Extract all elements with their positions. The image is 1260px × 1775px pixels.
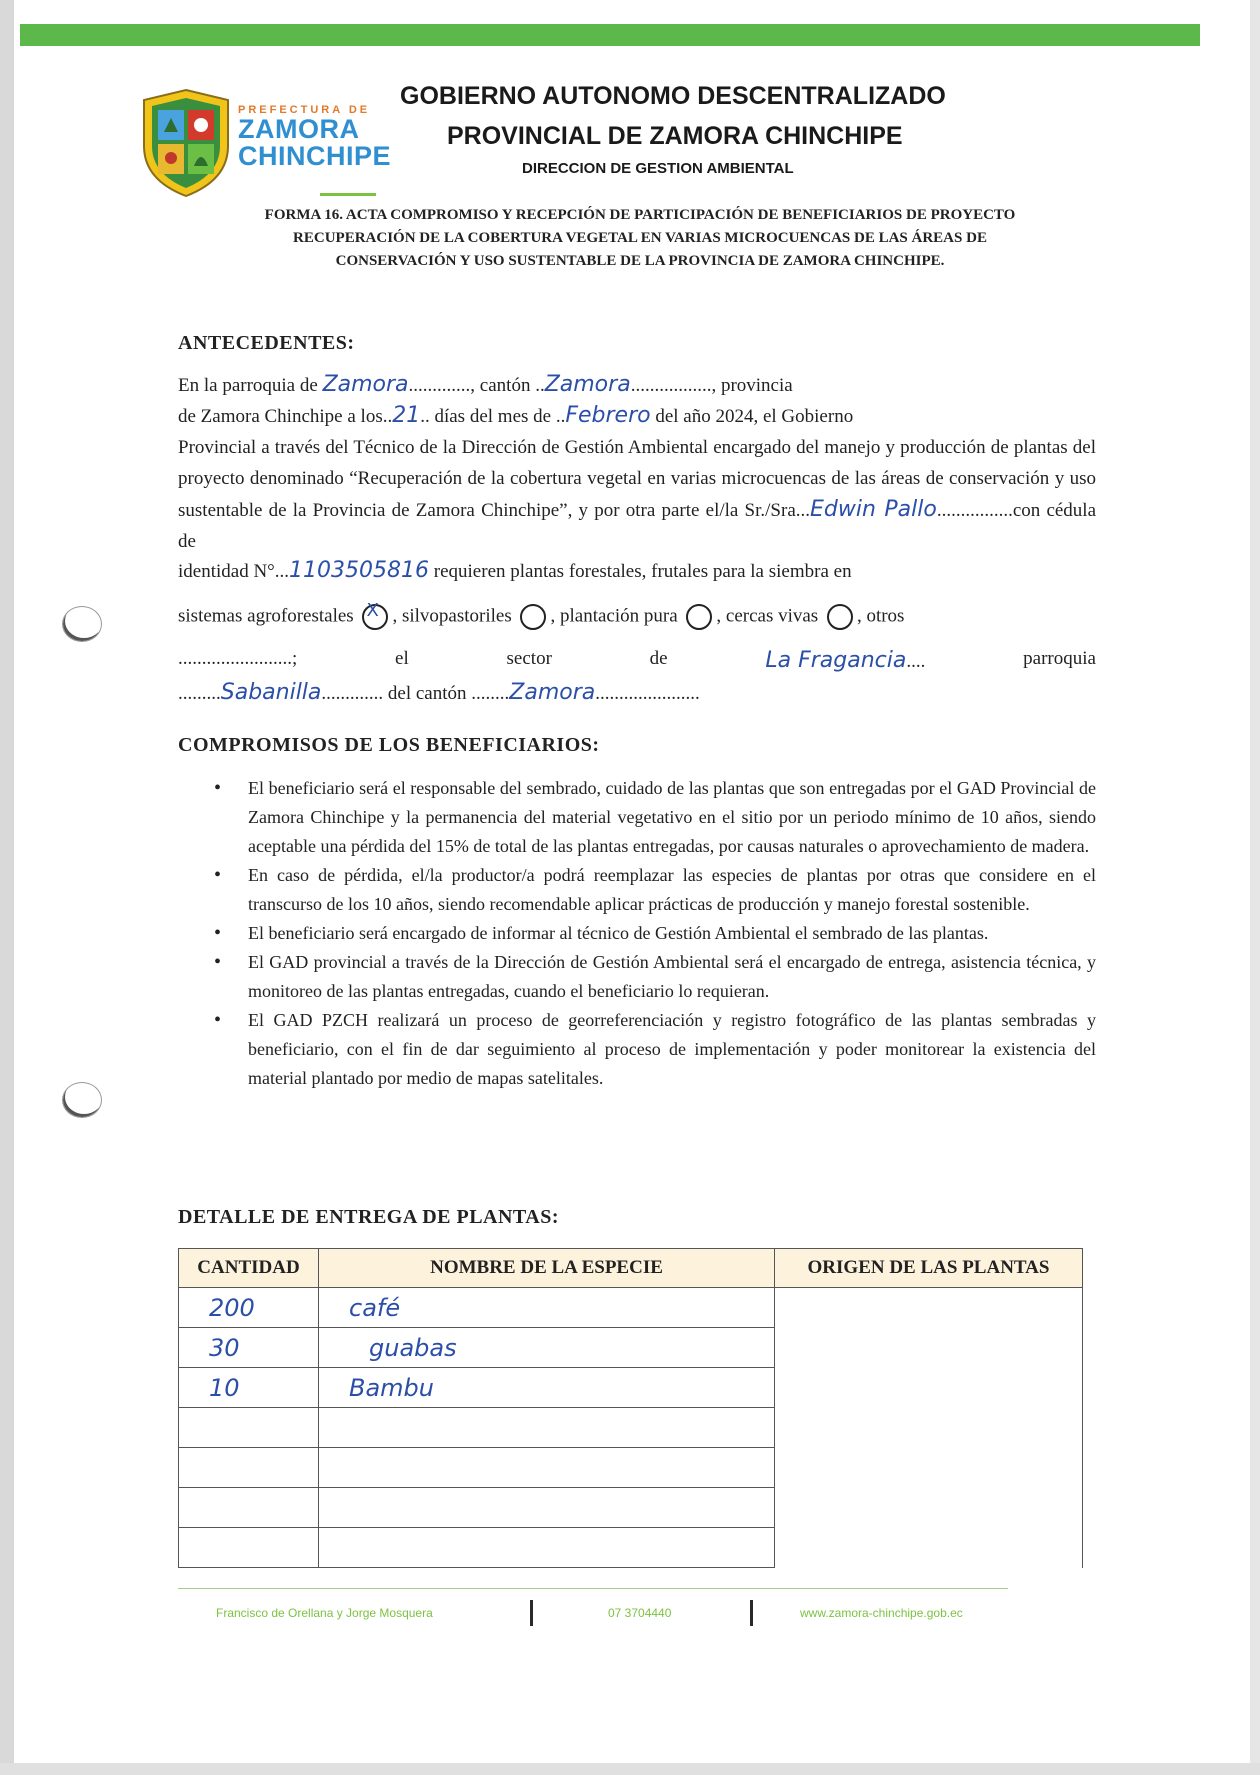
cell-cantidad[interactable]	[179, 1488, 319, 1528]
antecedentes-heading: ANTECEDENTES:	[178, 332, 355, 354]
handwritten-parroquia2: Sabanilla	[220, 680, 322, 705]
brand-small-text: PREFECTURA DE	[238, 104, 371, 116]
cell-especie[interactable]	[319, 1528, 775, 1568]
header-green-bar	[20, 24, 1200, 46]
punch-hole	[62, 606, 102, 642]
handwritten-parroquia: Zamora	[322, 372, 409, 397]
cell-especie[interactable]	[319, 1448, 775, 1488]
list-item	[178, 774, 1096, 861]
text: En la parroquia de	[178, 375, 323, 396]
column-header-cantidad: CANTIDAD	[179, 1249, 319, 1288]
gov-title-line2: PROVINCIAL DE ZAMORA CHINCHIPE	[447, 122, 903, 150]
cell-especie[interactable]	[319, 1488, 775, 1528]
bullet-icon: •	[214, 777, 222, 799]
antecedentes-cedula-line	[178, 558, 1096, 583]
option-silvopastoriles[interactable]	[520, 604, 546, 630]
gov-title-line3: DIRECCION DE GESTION AMBIENTAL	[522, 160, 794, 177]
gov-title-line1: GOBIERNO AUTONOMO DESCENTRALIZADO	[400, 82, 946, 110]
list-item-text: El beneficiario será encargado de informar al técnico de Gestión Ambiental el sembrado de las plantas.	[248, 923, 989, 943]
bullet-icon: •	[214, 922, 222, 944]
text: .........	[178, 683, 221, 704]
list-item	[178, 919, 1096, 948]
compromisos-list	[178, 774, 1096, 1093]
brand-chinchipe: CHINCHIPE	[238, 141, 392, 171]
cell-especie[interactable]: café	[319, 1288, 775, 1328]
cell-cantidad[interactable]	[179, 1528, 319, 1568]
list-item-text: El GAD provincial a través de la Dirección de Gestión Ambiental será el encargado de entrega, asistencia técnica, y monitoreo de las plantas entregadas, cuando el beneficiario lo requieran.	[248, 952, 1096, 1001]
cell-cantidad[interactable]	[179, 1448, 319, 1488]
handwritten-canton: Zamora	[544, 372, 631, 397]
footer-divider	[178, 1588, 1008, 1589]
option-cercas-vivas[interactable]	[827, 604, 853, 630]
text: Provincial a través del Técnico de la Dirección de Gestión Ambiental encargado del manejo y producción de plantas del proyecto denominado “Recuperación de la cobertura vegetal en varias microcuencas de las áreas de conservación y uso sustentable de la Provincia de Zamora Chinchipe”, y por otra parte el/la Sr./Sra...	[178, 437, 1096, 521]
punch-hole	[62, 1082, 102, 1118]
handwritten-dia: 21	[392, 403, 421, 428]
handwritten-nombre: Edwin Pallo	[810, 497, 937, 522]
cell-origen[interactable]	[775, 1288, 1083, 1568]
footer-phone: 07 3704440	[608, 1606, 672, 1620]
text: ................., provincia	[630, 375, 793, 396]
cell-cantidad[interactable]: 10	[179, 1368, 319, 1408]
antecedentes-line1	[178, 372, 1096, 397]
antecedentes-body	[178, 432, 1096, 557]
text: ........................;	[178, 648, 298, 669]
form-title-line3: CONSERVACIÓN Y USO SUSTENTABLE DE LA PROVINCIA DE ZAMORA CHINCHIPE.	[335, 253, 945, 269]
handwritten-canton2: Zamora	[509, 680, 596, 705]
brand-zamora: ZAMORA	[238, 114, 360, 144]
cell-cantidad[interactable]: 200	[179, 1288, 319, 1328]
prefectura-brand	[238, 104, 391, 170]
scan-left-edge	[0, 0, 14, 1775]
text: sector	[506, 648, 552, 669]
compromisos-heading: COMPROMISOS DE LOS BENEFICIARIOS:	[178, 734, 600, 756]
text: del año 2024, el Gobierno	[650, 406, 854, 427]
text: ................con cédula de	[178, 500, 1097, 552]
check-mark: X	[366, 600, 379, 621]
cell-especie[interactable]	[319, 1408, 775, 1448]
cell-cantidad[interactable]: 30	[179, 1328, 319, 1368]
footer-separator	[750, 1600, 753, 1626]
text: requieren plantas forestales, frutales para la siembra en	[429, 561, 852, 582]
column-header-origen: ORIGEN DE LAS PLANTAS	[775, 1249, 1083, 1288]
text: ............. del cantón ........	[321, 683, 510, 704]
footer-address: Francisco de Orellana y Jorge Mosquera	[216, 1606, 433, 1620]
bullet-icon: •	[214, 951, 222, 973]
bullet-icon: •	[214, 1009, 222, 1031]
detalle-heading: DETALLE DE ENTREGA DE PLANTAS:	[178, 1206, 559, 1228]
text: ............., cantón ..	[408, 375, 545, 396]
cell-especie[interactable]: guabas	[319, 1328, 775, 1368]
text: .. días del mes de ..	[420, 406, 566, 427]
form-title-line1: FORMA 16. ACTA COMPROMISO Y RECEPCIÓN DE PARTICIPACIÓN DE BENEFICIARIOS DE PROYECTO	[264, 207, 1016, 223]
table-header-row	[179, 1249, 1083, 1288]
column-header-especie: NOMBRE DE LA ESPECIE	[319, 1249, 775, 1288]
prefectura-shield-logo	[138, 88, 234, 198]
list-item	[178, 1006, 1096, 1093]
handwritten-mes: Febrero	[565, 403, 651, 428]
table-row	[179, 1288, 1083, 1328]
option-agroforestales-checked[interactable]	[362, 600, 388, 630]
text: sistemas agroforestales	[178, 605, 354, 627]
text: , otros	[856, 605, 905, 627]
bullet-icon: •	[214, 864, 222, 886]
sector-line	[178, 648, 1096, 673]
form-title-line2: RECUPERACIÓN DE LA COBERTURA VEGETAL EN VARIAS MICROCUENCAS DE LAS ÁREAS DE	[293, 230, 987, 246]
text: , cercas vivas	[716, 605, 819, 627]
text: ....	[906, 651, 926, 672]
list-item-text: En caso de pérdida, el/la productor/a podrá reemplazar las especies de plantas por otras que considere en el transcurso de los 10 años, siendo recomendable aplicar prácticas de producción y manejo forestal sostenible.	[248, 865, 1096, 914]
text: de Zamora Chinchipe a los..	[178, 406, 393, 427]
sistemas-options-line	[178, 600, 1096, 630]
footer-website[interactable]: www.zamora-chinchipe.gob.ec	[800, 1606, 963, 1620]
cell-cantidad[interactable]	[179, 1408, 319, 1448]
brand-underline	[320, 193, 376, 196]
scan-bottom-edge	[0, 1763, 1260, 1775]
list-item	[178, 948, 1096, 1006]
parroquia-canton-line	[178, 680, 1096, 705]
option-plantacion-pura[interactable]	[686, 604, 712, 630]
text: , plantación pura	[550, 605, 678, 627]
text: , silvopastoriles	[392, 605, 512, 627]
list-item-text: El GAD PZCH realizará un proceso de georreferenciación y registro fotográfico de las plantas sembradas y beneficiario, con el fin de dar seguimiento al proceso de implementación y poder monitorear la existencia del material plantado por medio de mapas satelitales.	[248, 1010, 1096, 1088]
scan-right-edge	[1250, 0, 1260, 1775]
handwritten-sector: La Fragancia	[765, 648, 907, 673]
footer-separator	[530, 1600, 533, 1626]
plants-table	[178, 1248, 1083, 1568]
text: identidad N°...	[178, 561, 290, 582]
antecedentes-line2	[178, 403, 1096, 428]
list-item	[178, 861, 1096, 919]
cell-especie[interactable]: Bambu	[319, 1368, 775, 1408]
form-title	[180, 204, 1100, 273]
text: parroquia	[1023, 648, 1096, 669]
text: ......................	[595, 683, 700, 704]
text: el	[395, 648, 409, 669]
text: de	[649, 648, 668, 669]
list-item-text: El beneficiario será el responsable del sembrado, cuidado de las plantas que son entregadas por el GAD Provincial de Zamora Chinchipe y la permanencia del material vegetativo en el sitio por un periodo mínimo de 10 años, siendo aceptable una pérdida del 15% de total de las plantas entregadas, por causas naturales o aprovechamiento de madera.	[248, 778, 1096, 856]
handwritten-cedula: 1103505816	[289, 558, 430, 583]
